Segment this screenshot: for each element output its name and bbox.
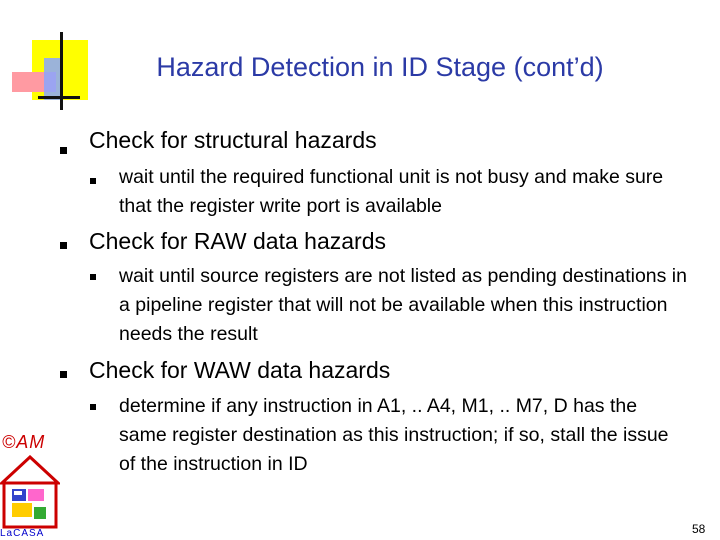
sub-bullet-waw: determine if any instruction in A1, .. A4, M1, .. M7, D has the same register destination as this instruction; if so, stall the issue of the instruction in ID (119, 395, 669, 475)
bullet-marker (60, 147, 67, 154)
logo-mark: ©AM (2, 432, 46, 452)
bullet-structural-hazards: Check for structural hazards (89, 127, 377, 153)
bullet-marker (60, 371, 67, 378)
page-number: 58 (692, 522, 706, 536)
sub-bullet-marker (90, 274, 96, 280)
bullet-marker (60, 242, 67, 249)
bullet-raw-hazards: Check for RAW data hazards (89, 228, 386, 254)
sub-bullet-marker (90, 404, 96, 410)
logo-label: LaCASA (0, 528, 45, 539)
bullet-waw-hazards: Check for WAW data hazards (89, 357, 391, 383)
sub-bullet-marker (90, 178, 96, 184)
sub-bullet-raw: wait until source registers are not listed as pending destinations in a pipeline register that will not be available when this instruction needs the result (119, 265, 687, 345)
slide-title: Hazard Detection in ID Stage (cont’d) (156, 52, 604, 82)
lacasa-house-icon (0, 455, 60, 529)
sub-bullet-structural: wait until the required functional unit is not busy and make sure that the register write port is available (119, 166, 664, 217)
decor-horizontal-line (38, 96, 80, 99)
